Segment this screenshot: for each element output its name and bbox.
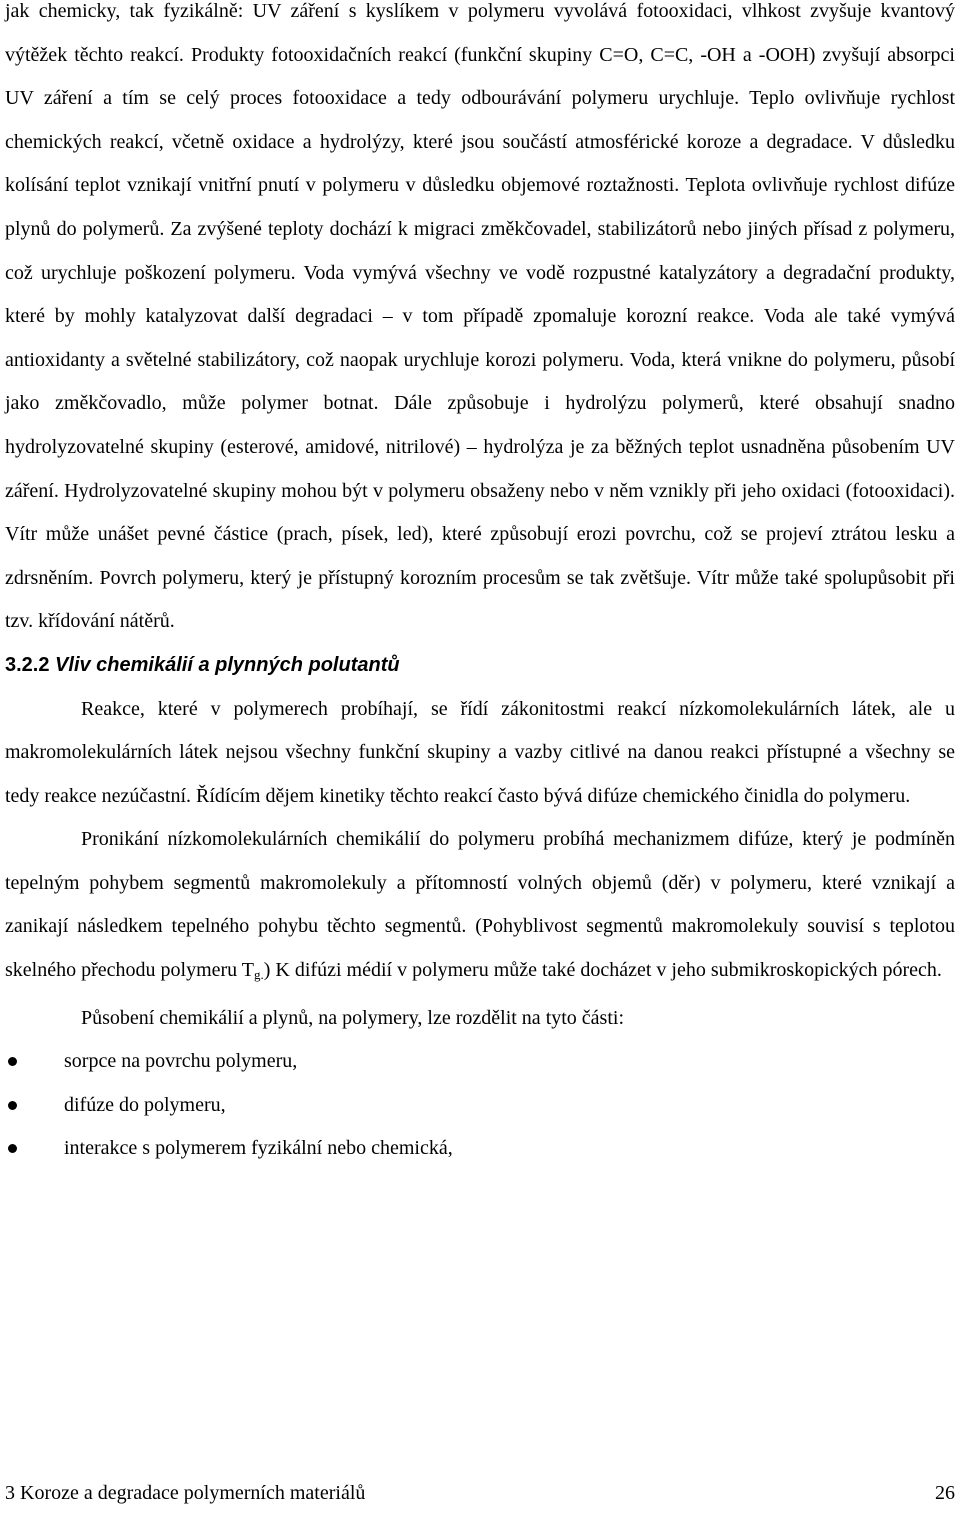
section-number: 3.2.2 [5, 653, 50, 676]
paragraph-3-text-b: ) K difúzi médií v polymeru může také docházet v jeho submikroskopických pórech. [263, 959, 942, 982]
bullet-icon [8, 1144, 17, 1153]
paragraph-3-text-a: Pronikání nízkomolekulárních chemikálií do polymeru probíhá mechanizmem difúze, který je podmíněn tepelným pohybem segmentů makromolekuly a přítomností volných objemů (děr) v polymeru, které vznikají a zanikají následkem tepelného pohybu těchto segmentů. (Pohyblivost segmentů makromolekuly souvisí s teplotou skelného přechodu polymeru T [5, 828, 955, 982]
section-title: Vliv chemikálií a plynných polutantů [55, 653, 400, 676]
section-heading [5, 644, 955, 688]
paragraph-1: jak chemicky, tak fyzikálně: UV záření s kyslíkem v polymeru vyvolává fotooxidaci, vlhkost zvyšuje kvantový výtěžek těchto reakcí. Produkty fotooxidačních reakcí (funkční skupiny C=O, C=C, -OH a -OOH) zvyšují absorpci UV záření a tím se celý proces fotooxidace a tedy odbourávání polymeru urychluje. Teplo ovlivňuje rychlost chemických reakcí, včetně oxidace a hydrolýzy, které jsou součástí atmosférické koroze a degradace. V důsledku kolísání teplot vznikají vnitřní pnutí v polymeru v důsledku objemové roztažnosti. Teplota ovlivňuje rychlost difúze plynů do polymerů. Za zvýšené teploty dochází k migraci změkčovadel, stabilizátorů nebo jiných přísad z polymeru, což urychluje poškození polymeru. Voda vymývá všechny ve vodě rozpustné katalyzátory a degradační produkty, které by mohly katalyzovat další degradaci – v tom případě zpomaluje korozní reakce. Voda ale také vymývá antioxidanty a světelné stabilizátory, což naopak urychluje korozi polymeru. Voda, která vnikne do polymeru, působí jako změkčovadlo, může polymer botnat. Dále způsobuje i hydrolýzu polymerů, které obsahují snadno hydrolyzovatelné skupiny (esterové, amidové, nitrilové) – hydrolýza je za běžných teplot usnadněna působením UV záření. Hydrolyzovatelné skupiny mohou být v polymeru obsaženy nebo v něm vznikly při jeho oxidaci (fotooxidaci). Vítr může unášet pevné částice (prach, písek, led), které způsobují erozi povrchu, což se projeví ztrátou lesku a zdrsněním. Povrch polymeru, který je přístupný korozním procesům se tak zvětšuje. Vítr může také spolupůsobit při tzv. křídování nátěrů. [5, 0, 955, 633]
bullet-icon [8, 1101, 17, 1110]
paragraph-3 [5, 818, 955, 996]
list-item [5, 1127, 955, 1171]
list-item [5, 1084, 955, 1128]
tg-subscript: g. [254, 967, 264, 983]
bullet-list [5, 1040, 955, 1171]
list-item-text: difúze do polymeru, [64, 1093, 226, 1116]
body-text [5, 0, 955, 1171]
page-footer [5, 1481, 955, 1505]
list-item-text: interakce s polymerem fyzikální nebo chemická, [64, 1137, 453, 1160]
list-item [5, 1040, 955, 1084]
bullet-icon [8, 1057, 17, 1066]
footer-chapter: 3 Koroze a degradace polymerních materiálů [5, 1482, 366, 1504]
paragraph-2: Reakce, které v polymerech probíhají, se řídí zákonitostmi reakcí nízkomolekulárních látek, ale u makromolekulárních látek nejsou všechny funkční skupiny a vazby citlivé na danou reakci přístupné a všechny se tedy reakce nezúčastní. Řídícím dějem kinetiky těchto reakcí často bývá difúze chemického činidla do polymeru. [5, 697, 955, 807]
paragraph-4: Působení chemikálií a plynů, na polymery, lze rozdělit na tyto části: [81, 1006, 625, 1029]
list-item-text: sorpce na povrchu polymeru, [64, 1050, 298, 1073]
footer-page-number: 26 [935, 1482, 955, 1504]
